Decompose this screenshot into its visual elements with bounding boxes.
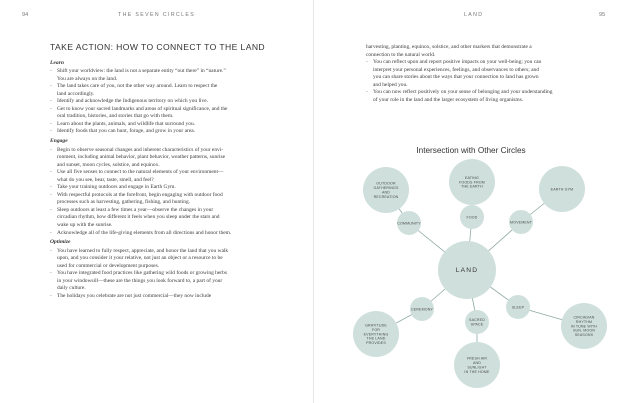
outer-circle-label-line: AND bbox=[472, 361, 482, 366]
text-line: of your role in the land and the larger ecosystem of living organisms. bbox=[373, 96, 524, 103]
text-line: land accordingly. bbox=[57, 90, 95, 97]
text-line: Take your training outdoors and engage in Earth Gym. bbox=[57, 184, 176, 191]
text-line: wake up with the sunrise. bbox=[57, 222, 113, 229]
text-line: Shift your worldview: the land is not a separate entity “out there” in “nature.” bbox=[57, 68, 226, 75]
text-line: you can share stories about the ways that your connection to land has grown bbox=[373, 74, 539, 81]
text-line: With respectful protocols at the forefront, begin engaging with outdoor food bbox=[57, 191, 223, 198]
list-item bbox=[50, 128, 296, 136]
outer-circle-label-line: THE LAND bbox=[366, 336, 386, 341]
section-heading: TAKE ACTION: HOW TO CONNECT TO THE LAND bbox=[50, 42, 266, 52]
outer-circle-label bbox=[364, 324, 389, 346]
center-circle-label bbox=[456, 267, 478, 274]
text-line: and sunset, moon cycles, solstice, and equinox. bbox=[57, 161, 160, 168]
text-line: Identify foods that you can hunt, forage, and grow in your area. bbox=[57, 128, 196, 135]
text-line: ronment, including animal behavior, plant behavior, weather patterns, sunrise bbox=[57, 154, 226, 161]
outer-circle-label-line: CIRCADIAN bbox=[573, 315, 595, 320]
action-sections bbox=[50, 60, 296, 301]
running-head: THE SEVEN CIRCLES bbox=[118, 12, 196, 18]
circle-node-label bbox=[510, 220, 533, 224]
circle-node-label-line: SLEEP bbox=[511, 305, 525, 310]
text-line: connection to the natural world. bbox=[366, 51, 436, 58]
outer-circle-label-line: RECREATION bbox=[373, 194, 399, 199]
outer-circle-label-line: EVERYTHING bbox=[363, 332, 389, 337]
outer-circle-label bbox=[551, 187, 574, 191]
text-line: Begin to observe seasonal changes and inherent characteristics of your envi- bbox=[57, 146, 224, 153]
right-page bbox=[314, 0, 628, 403]
list-item bbox=[50, 83, 296, 98]
outer-circle-label-line: FRESH AIR bbox=[466, 356, 488, 361]
subsection-list bbox=[50, 147, 296, 238]
text-line: used for commercial or development purposes. bbox=[57, 262, 160, 269]
text-line: You have integrated food practices like gathering wild foods or growing herbs bbox=[57, 270, 227, 277]
text-line: Learn about the plants, animals, and wildlife that surround you. bbox=[57, 120, 196, 127]
outer-circle-label bbox=[464, 357, 490, 374]
text-line: oral tradition, histories, and stories that go with them. bbox=[57, 113, 174, 120]
outer-circle-label-line: THE EARTH bbox=[461, 184, 483, 189]
left-page-body bbox=[50, 44, 296, 303]
outer-circle-label-line: RHYTHM bbox=[575, 319, 593, 324]
outer-circle-label-line: AND bbox=[381, 190, 391, 195]
list-item bbox=[50, 184, 296, 192]
circle-node-label-line: FOOD bbox=[466, 215, 478, 220]
text-line: processes such as harvesting, gathering, fishing, and hunting. bbox=[57, 199, 191, 206]
outer-circle-label-line: FOODS FROM bbox=[459, 180, 485, 185]
center-circle-label-line: LAND bbox=[455, 267, 479, 275]
circle-node-label bbox=[467, 215, 478, 219]
outer-circle-label-line: GATHERINGS bbox=[373, 186, 399, 191]
outer-circle-label-line: IN TUNE WITH bbox=[570, 324, 598, 329]
page-number: 95 bbox=[599, 12, 606, 18]
list-item bbox=[50, 270, 296, 293]
subsection-title: Engage bbox=[50, 138, 68, 145]
text-line: circadian rhythm, how different it feels when you sleep under the stars and bbox=[57, 214, 220, 221]
outer-circle-label-line: SEASONS bbox=[574, 333, 594, 338]
outer-circle-label-line: FOR bbox=[371, 327, 381, 332]
running-head: LAND bbox=[464, 12, 484, 18]
text-line: You can now reflect positively on your sense of belonging and your understanding bbox=[373, 89, 553, 96]
circle-node-label-line: SACRED bbox=[469, 318, 485, 323]
text-line: Acknowledge all of the life-giving elements from all directions and honor them. bbox=[57, 229, 232, 236]
circle-node-label bbox=[411, 307, 433, 311]
subsection-title: Optimize bbox=[50, 239, 71, 246]
text-line: You can reflect upon and report positive impacts on your well-being; you can bbox=[373, 59, 542, 66]
circle-node-label bbox=[469, 318, 485, 326]
text-line: Use all five senses to connect to the natural elements of your environment— bbox=[57, 169, 224, 176]
text-line: The land takes care of you, not the other way around. Learn to respect the bbox=[57, 83, 218, 90]
outer-circle-label-line: SUN, MOON bbox=[572, 328, 596, 333]
list-item bbox=[50, 169, 296, 184]
text-line: You are always on the land. bbox=[57, 75, 118, 82]
outer-circle-label-line: SUNLIGHT bbox=[467, 365, 487, 370]
list-item bbox=[50, 68, 296, 83]
outer-circle-label-line: PROVIDES bbox=[366, 341, 386, 346]
list-item bbox=[50, 192, 296, 207]
outer-circle-label-line: EATING bbox=[464, 175, 480, 180]
text-line: Sleep outdoors at least a few times a year—observe the changes in your bbox=[57, 206, 214, 213]
list-item bbox=[50, 98, 296, 106]
outer-circle-label-line: GRATITUDE bbox=[365, 323, 387, 328]
list-item bbox=[50, 248, 296, 271]
circle-node-label bbox=[512, 305, 525, 309]
text-line: harvesting, planting, equinox, solstice, and other markers that demonstrate a bbox=[366, 44, 532, 50]
list-item bbox=[50, 230, 296, 238]
circle-node-label bbox=[397, 221, 421, 225]
text-line: Identify and acknowledge the Indigenous territory on which you live. bbox=[57, 98, 208, 105]
text-line: interpret your personal experiences, feelings, and observances to others; and bbox=[373, 66, 539, 73]
subsection-list bbox=[50, 68, 296, 136]
intersection-diagram bbox=[314, 0, 628, 403]
text-line: daily culture. bbox=[57, 285, 86, 292]
text-line: You have learned to fully respect, appreciate, and honor the land that you walk bbox=[57, 247, 229, 254]
list-item bbox=[50, 106, 296, 121]
diagram-title: Intersection with Other Circles bbox=[416, 146, 526, 155]
list-item bbox=[50, 147, 296, 170]
list-item bbox=[50, 207, 296, 230]
circle-node-label-line: SPACE bbox=[470, 322, 484, 327]
text-line: The holidays you celebrate are not just commercial—they now include bbox=[57, 292, 212, 299]
outer-circle-label-line: EARTH GYM bbox=[550, 187, 574, 192]
circle-node-label-line: MOVEMENT bbox=[510, 220, 532, 225]
text-line: and helped you. bbox=[373, 81, 408, 88]
subsection-list bbox=[50, 248, 296, 301]
circle-node-label-line: COMMUNITY bbox=[397, 221, 421, 226]
page-number: 94 bbox=[22, 12, 29, 18]
text-line: what do you see, hear, taste, smell, and feel? bbox=[57, 176, 154, 183]
circle-node-label-line: CEREMONY bbox=[411, 307, 433, 312]
list-item bbox=[50, 293, 296, 301]
subsection-title: Learn bbox=[50, 59, 64, 66]
text-line: Get to know your sacred landmarks and areas of spiritual significance, and the bbox=[57, 105, 228, 112]
text-line: in your windowsill—these are the things you look forward to, a part of your bbox=[57, 277, 223, 284]
text-line: upon, and you consider it your relative, not just an object or a resource to be bbox=[57, 255, 223, 262]
outer-circle-label-line: OUTDOOR bbox=[376, 181, 396, 186]
outer-circle-label-line: IN THE HOME bbox=[464, 369, 490, 374]
